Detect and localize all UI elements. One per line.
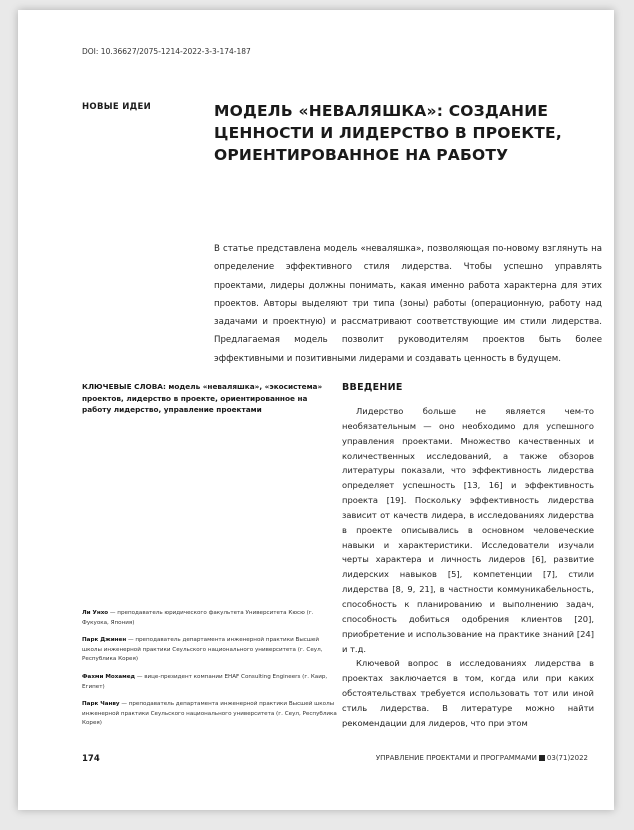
keywords: КЛЮЧЕВЫЕ СЛОВА: модель «неваляшка», «экосистема» проектов, лидерство в проекте, ориентированное на работу лидерство, управление проектами [82,382,323,415]
abstract: В статье представлена модель «неваляшка», позволяющая по-новому взглянуть на определение эффективного стиля лидерства. Чтобы успешно управлять проектами, лидеры должны понимать, какая именно работа характерна для этих проектов. Авторы выделяют три типа (зоны) работы (операционную, работу над задачами и проектную) и рассматривают соответствующие им стили лидерства. Предлагаемая модель позволит руководителям проектов быть более эффективными и позитивными лидерами и создавать ценность в будущем. [214,244,602,364]
intro-paragraph: Ключевой вопрос в исследованиях лидерства в проектах заключается в том, когда или при каких обстоятельствах требуется использовать тот или иной стиль лидерства. В литературе можно найти рекомендации для лидеров, что при этом [342,658,594,728]
author-name: Ли Унхо [82,610,109,616]
journal-footer [376,754,588,762]
author-description: — преподаватель юридического факультета Университета Кюсю (г. Фукуока, Япония) [82,610,314,626]
intro-text [342,404,594,731]
author-entry [82,673,338,692]
journal-name: УПРАВЛЕНИЕ ПРОЕКТАМИ И ПРОГРАММАМИ [375,754,537,762]
section-label: НОВЫЕ ИДЕИ [82,102,151,112]
author-description: — преподаватель департамента инженерной практики Высшей школы инженерной практики Сеульского национального университета (г. Сеул, Республика Корея) [82,637,323,663]
author-entry [82,609,338,628]
author-entry [82,636,338,665]
intro-heading: ВВЕДЕНИЕ [342,382,403,393]
doi: DOI: 10.36627/2075-1214-2022-3-3-174-187 [82,47,251,56]
author-name: Парк Чанву [82,701,120,708]
intro-paragraph: Лидерство больше не является чем-то необязательным — оно необходимо для успешного управления проектами. Множество качественных и количественных исследований, а также обзоров литературы показали, что эффективность лидерства определяет успешность [13, 16] и эффективность проекта [19]. Поскольку эффективность лидерства зависит от качеств лидера, в исследованиях лидерства в проекте описывались в основном человеческие навыки и характеристики. Исследователи изучали черты характера и личность лидеров [6], развитие лидерских навыков [5], компетенции [7], стили лидерства [8, 9, 21], в частности коммуникабельность, способность к планированию и выполнению задач, способность добиться одобрения клиентов [20], приобретение и использование на практике знаний [24] и т.д. [342,406,594,654]
article-title: МОДЕЛЬ «НЕВАЛЯШКА»: СОЗДАНИЕ ЦЕННОСТИ И ЛИДЕРСТВО В ПРОЕКТЕ, ОРИЕНТИРОВАННОЕ НА РАБОТУ [214,102,562,164]
author-description: — преподаватель департамента инженерной практики Высшей школы инженерной практики Сеульского национального университета (г. Сеул, Республика Корея) [82,701,337,727]
journal-issue: 03(71)2022 [546,754,588,762]
journal-page [18,10,614,810]
page-number: 174 [82,754,100,764]
square-bullet-icon [539,755,545,761]
author-name: Парк Джинен [82,637,127,644]
author-list [82,609,338,737]
author-name: Фахми Мохамед [82,673,136,680]
author-description: — вице-президент компании EHAF Consulting Engineers (г. Каир, Египет) [82,673,328,690]
author-entry [82,700,338,729]
